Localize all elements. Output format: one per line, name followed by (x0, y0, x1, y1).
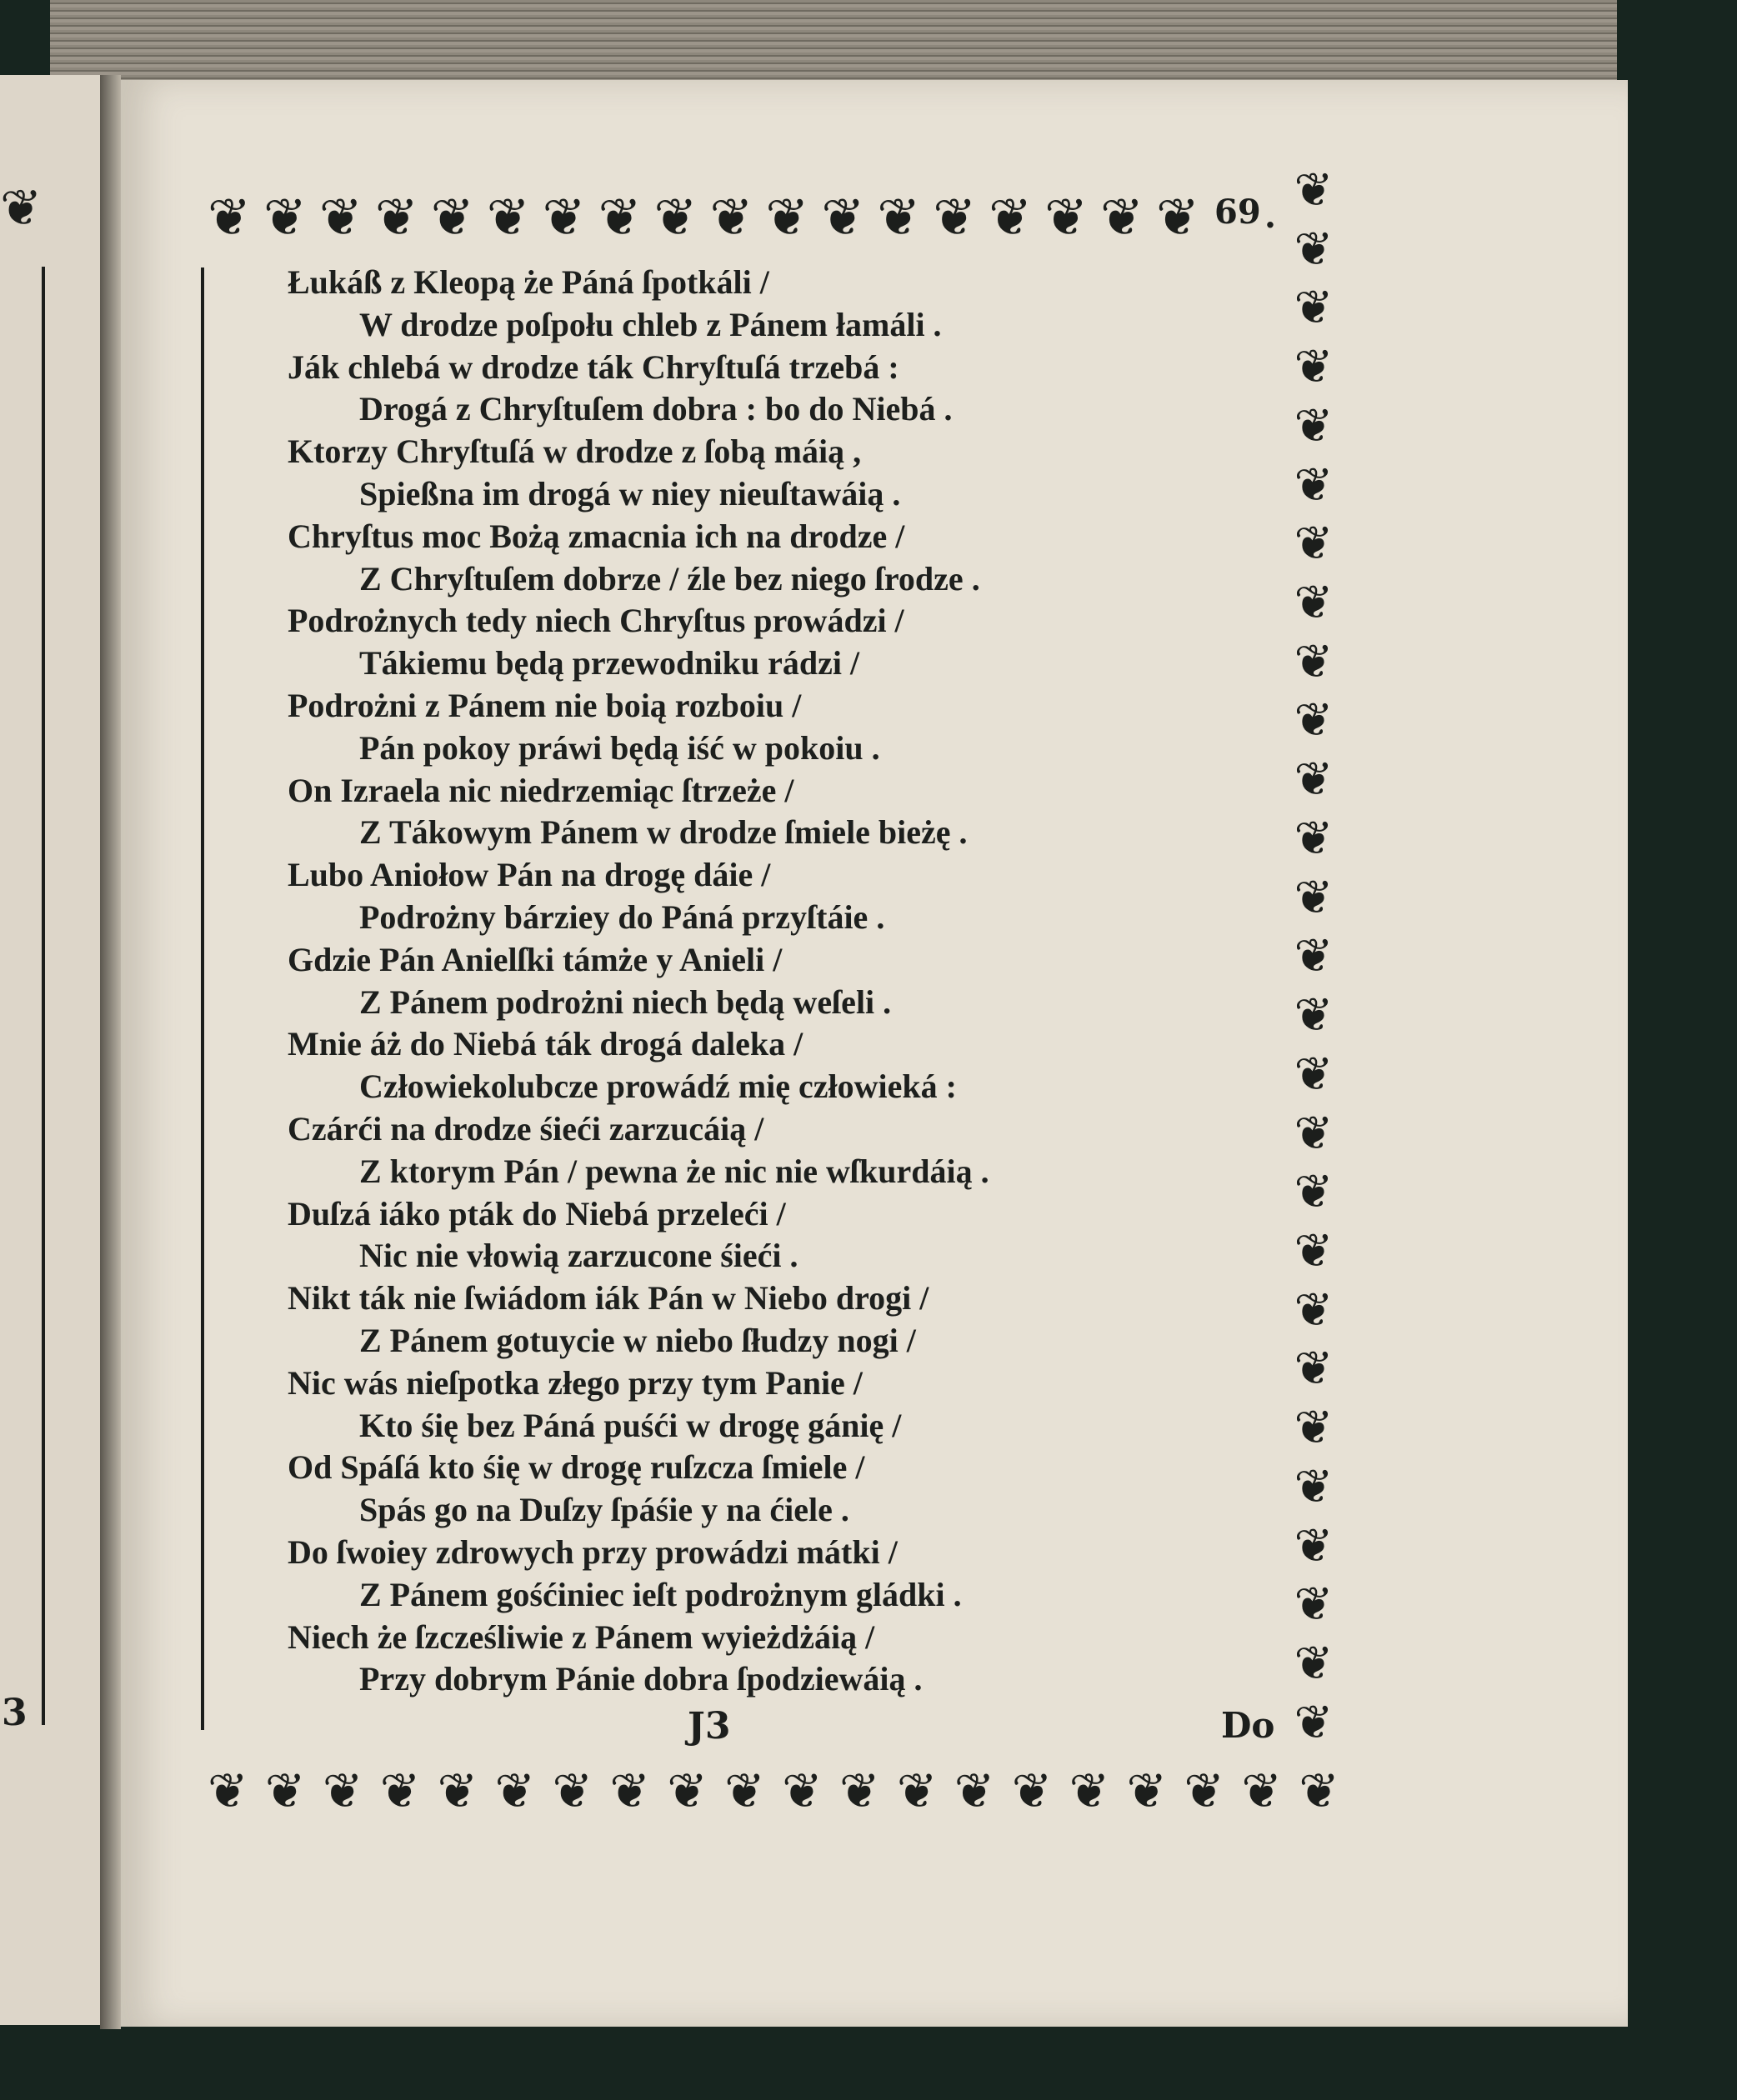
fleuron-icon: ❦ (1294, 1636, 1334, 1691)
bottom-ornament-border (208, 1757, 1339, 1825)
verse-line: Z Pánem gotuycie w niebo ſłudzy nogi / (359, 1321, 916, 1359)
verse-line: Z Tákowym Pánem w drodze ſmiele bieżę . (359, 813, 968, 852)
fleuron-icon: ❦ (1184, 1762, 1225, 1819)
fleuron-icon: ❦ (1294, 1695, 1334, 1747)
verse-line: Człowiekolubcze prowádź mię człowieká : (359, 1068, 957, 1106)
verse-line: Z Pánem podrożni niech będą weſeli . (359, 982, 892, 1021)
verse-line: W drodze poſpołu chleb z Pánem łamáli . (359, 305, 942, 343)
fleuron-icon: ❦ (437, 1762, 478, 1819)
fleuron-icon: ❦ (1155, 187, 1199, 248)
verse-line: Podrożni z Pánem nie boią rozboiu / (288, 686, 802, 724)
verse-line: Nic wás nieſpotka złego przy tym Panie / (288, 1363, 863, 1402)
book-page-edges (50, 0, 1617, 83)
verse-line: Ktorzy Chryſtuſá w drodze z ſobą máią , (288, 432, 862, 471)
verse-line: Nic nie vłowią zarzucone śieći . (359, 1237, 798, 1275)
fleuron-icon: ❦ (877, 187, 921, 248)
left-page-fragment: 3 (2, 1692, 28, 1734)
catchword: Do (1221, 1705, 1275, 1746)
fleuron-icon: ❦ (1294, 1401, 1334, 1456)
fleuron-icon: ❦ (1294, 1047, 1334, 1102)
verse-line: Nikt ták nie ſwiádom iák Pán w Niebo drogi / (288, 1279, 929, 1318)
fleuron-icon: ❦ (1294, 1165, 1334, 1220)
fleuron-icon: ❦ (322, 1762, 363, 1819)
poem-text (288, 262, 1271, 1701)
verse-line: Ják chlebá w drodze ták Chryſtuſá trzebá : (288, 348, 899, 386)
fleuron-icon: ❦ (1294, 693, 1334, 748)
verse-line: Drogá z Chryſtuſem dobra : bo do Niebá . (359, 390, 953, 428)
fleuron-icon: ❦ (1294, 1282, 1334, 1338)
verse-line: Lubo Aniołow Pán na drogę dáie / (288, 856, 771, 894)
verse-line: Z Chryſtuſem dobrze / źle bez niego ſrodze . (359, 559, 980, 598)
page-number: 69 (1214, 192, 1261, 232)
fleuron-icon: ❦ (1011, 1762, 1053, 1819)
fleuron-icon: ❦ (208, 187, 251, 248)
left-page (0, 75, 104, 2025)
verse-line: Z Pánem gośćiniec ieſt podrożnym gládki . (359, 1575, 962, 1613)
fleuron-icon: ❦ (782, 1762, 823, 1819)
fleuron-icon: ❦ (1294, 1518, 1334, 1573)
fleuron-icon: ❦ (1294, 752, 1334, 808)
fleuron-icon: ❦ (430, 187, 474, 248)
fleuron-icon: ❦ (1044, 187, 1089, 248)
verse-line: Tákiemu będą przewodniku rádzi / (359, 644, 860, 682)
fleuron-icon: ❦ (1294, 222, 1334, 277)
verse-line: Podrożny bárziey do Páná przyſtáie . (359, 898, 885, 936)
verse-line: Mnie áż do Niebá ták drogá daleka / (288, 1025, 803, 1063)
fleuron-icon: ❦ (1294, 1459, 1334, 1514)
fleuron-icon: ❦ (552, 1762, 593, 1819)
fleuron-icon: ❦ (1299, 1762, 1339, 1819)
verse-line: Pán pokoy práwi będą iść w pokoiu . (359, 728, 880, 767)
fleuron-icon: ❦ (1294, 1578, 1334, 1632)
verse-line: Przy dobrym Pánie dobra ſpodziewáią . (359, 1660, 923, 1698)
top-ornament-border (208, 176, 1199, 259)
verse-line: Podrożnych tedy niech Chryſtus prowádzi / (288, 602, 904, 640)
fleuron-icon: ❦ (1126, 1762, 1168, 1819)
fleuron-icon: ❦ (1069, 1762, 1110, 1819)
verse-line: Łukáß z Kleopą że Páná ſpotkáli / (288, 263, 769, 301)
fleuron-icon: ❦ (1241, 1762, 1282, 1819)
fleuron-icon: ❦ (1294, 517, 1334, 572)
left-page-rule (42, 267, 45, 1725)
fleuron-icon: ❦ (838, 1762, 880, 1819)
fleuron-icon: ❦ (1294, 398, 1334, 453)
fleuron-icon: ❦ (1294, 458, 1334, 512)
fleuron-icon: ❦ (1294, 340, 1334, 395)
fleuron-icon: ❦ (1294, 281, 1334, 336)
signature-mark: J3 (688, 1705, 731, 1748)
verse-line: Spás go na Duſzy ſpáśie y na ćiele . (359, 1491, 849, 1529)
fleuron-icon: ❦ (494, 1762, 536, 1819)
fleuron-icon: ❦ (989, 187, 1033, 248)
right-page (121, 80, 1628, 2027)
fleuron-icon: ❦ (263, 187, 307, 248)
fleuron-icon: ❦ (1294, 929, 1334, 984)
fleuron-icon: ❦ (542, 187, 586, 248)
book-gutter (100, 75, 121, 2029)
left-frame-rule (201, 268, 204, 1730)
fleuron-icon: ❦ (1294, 576, 1334, 631)
fleuron-icon: ❦ (933, 187, 977, 248)
fleuron-icon: ❦ (318, 187, 363, 248)
verse-line: Z ktorym Pán / pewna że nic nie wſkurdáią . (359, 1152, 989, 1190)
fleuron-icon: ❦ (264, 1762, 306, 1819)
fleuron-icon: ❦ (1294, 988, 1334, 1043)
fleuron-icon: ❦ (1294, 1342, 1334, 1397)
fleuron-icon: ❦ (1294, 811, 1334, 866)
fleuron-icon: ❦ (1294, 634, 1334, 689)
fleuron-icon: ❦ (1294, 168, 1334, 218)
verse-line: Chryſtus moc Bożą zmacnia ich na drodze / (288, 517, 905, 555)
fleuron-icon: ❦ (667, 1762, 708, 1819)
verse-line: Duſzá iáko pták do Niebá przeleći / (288, 1194, 786, 1232)
fleuron-icon: ❦ (954, 1762, 995, 1819)
fleuron-icon: ❦ (896, 1762, 938, 1819)
verse-line: Kto śię bez Páná puśći w drogę gánię / (359, 1406, 902, 1444)
fleuron-icon: ❦ (486, 187, 530, 248)
fleuron-icon: ❦ (609, 1762, 650, 1819)
fleuron-icon: ❦ (724, 1762, 765, 1819)
right-ornament-border (1286, 168, 1341, 1747)
fleuron-icon: ❦ (598, 187, 642, 248)
fleuron-icon: ❦ (208, 1762, 248, 1819)
verse-line: Gdzie Pán Anielſki támże y Anieli / (288, 940, 783, 978)
left-page-ornament-icon: ❦ (0, 179, 43, 238)
fleuron-icon: ❦ (1294, 1106, 1334, 1161)
fleuron-icon: ❦ (1100, 187, 1144, 248)
fleuron-icon: ❦ (709, 187, 753, 248)
background (1628, 0, 1737, 2100)
fleuron-icon: ❦ (374, 187, 418, 248)
fleuron-icon: ❦ (1294, 870, 1334, 925)
fleuron-icon: ❦ (379, 1762, 421, 1819)
fleuron-icon: ❦ (653, 187, 698, 248)
verse-line: Niech że ſzcześliwie z Pánem wyieżdżáią / (288, 1618, 875, 1656)
verse-line: Czárći na drodze śieći zarzucáią / (288, 1109, 764, 1148)
fleuron-icon: ❦ (765, 187, 809, 248)
verse-line: Do ſwoiey zdrowych przy prowádzi mátki / (288, 1532, 898, 1571)
fleuron-icon: ❦ (821, 187, 865, 248)
verse-line: Od Spáſá kto śię w drogę ruſzcza ſmiele / (288, 1448, 865, 1487)
page-number-dot: . (1264, 197, 1276, 236)
verse-line: On Izraela nic niedrzemiąc ſtrzeże / (288, 771, 794, 809)
fleuron-icon: ❦ (1294, 1223, 1334, 1278)
verse-line: Spießna im drogá w niey nieuſtawáią . (359, 474, 901, 512)
